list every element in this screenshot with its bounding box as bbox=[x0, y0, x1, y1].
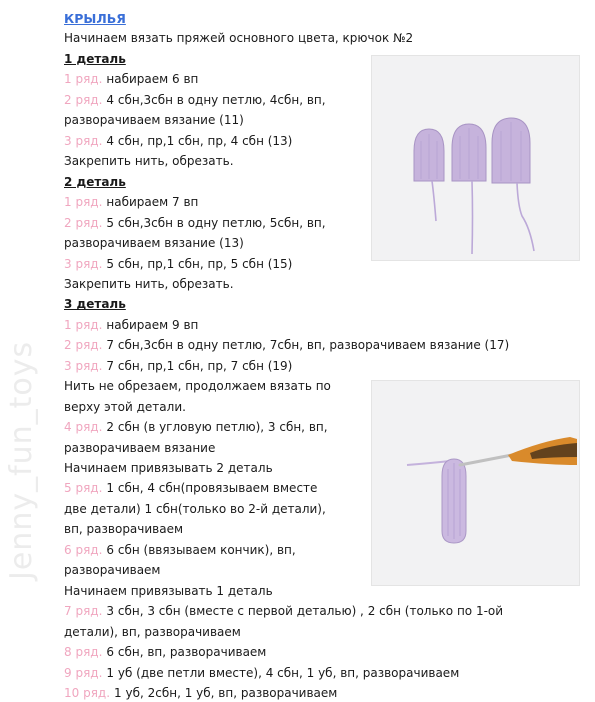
row-label: 2 ряд. bbox=[64, 338, 103, 353]
instruction-row bbox=[64, 337, 509, 354]
instruction-text: Закрепить нить, обрезать. bbox=[64, 276, 234, 291]
instruction-text: детали), вп, разворачиваем bbox=[64, 624, 241, 639]
row-label: 3 ряд. bbox=[64, 256, 103, 271]
row-text: 6 сбн (ввязываем кончик), вп, bbox=[106, 542, 296, 557]
instruction-text: разворачиваем вязание bbox=[64, 440, 216, 455]
instruction-row bbox=[64, 133, 292, 150]
row-text: 7 сбн,3сбн в одну петлю, 7сбн, вп, разворачиваем вязание (17) bbox=[106, 338, 510, 353]
instruction-row bbox=[64, 256, 292, 273]
section-heading: 2 деталь bbox=[64, 174, 126, 189]
row-label: 3 ряд. bbox=[64, 358, 103, 373]
section-heading: 1 деталь bbox=[64, 52, 126, 66]
row-label: 1 ряд. bbox=[64, 317, 103, 332]
row-text: 6 сбн, вп, разворачиваем bbox=[106, 645, 267, 660]
instruction-row bbox=[64, 603, 503, 620]
instruction-row bbox=[64, 358, 292, 375]
row-label: 10 ряд. bbox=[64, 685, 111, 700]
row-text: 3 сбн, 3 сбн (вместе с первой деталью) , 2 сбн (только по 1-ой bbox=[106, 604, 504, 619]
section-heading: 3 деталь bbox=[64, 297, 126, 312]
instruction-row bbox=[64, 71, 198, 88]
watermark: Jenny_fun_toys bbox=[4, 340, 39, 580]
row-label: 8 ряд. bbox=[64, 645, 103, 660]
intro-text: Начинаем вязать пряжей основного цвета, крючок №2 bbox=[64, 31, 414, 45]
instruction-text: две детали) 1 сбн(только во 2-й детали), bbox=[64, 501, 326, 516]
row-label: 1 ряд. bbox=[64, 195, 103, 210]
instruction-row bbox=[64, 317, 198, 334]
instruction-row bbox=[64, 419, 328, 436]
row-label: 4 ряд. bbox=[64, 420, 103, 435]
row-text: 4 сбн, пр,1 сбн, пр, 4 сбн (13) bbox=[106, 133, 293, 148]
row-text: 4 сбн,3сбн в одну петлю, 4сбн, вп, bbox=[106, 92, 326, 107]
row-label: 2 ряд. bbox=[64, 92, 103, 107]
instruction-row bbox=[64, 480, 317, 497]
photo-hook-knitting bbox=[371, 380, 580, 586]
row-text: 1 уб, 2сбн, 1 уб, вп, разворачиваем bbox=[114, 685, 338, 700]
instruction-row bbox=[64, 685, 337, 702]
instruction-row bbox=[64, 194, 198, 211]
row-label: 9 ряд. bbox=[64, 665, 103, 680]
instruction-row bbox=[64, 665, 459, 682]
instruction-text: вп, разворачиваем bbox=[64, 522, 184, 537]
instruction-row bbox=[64, 215, 326, 232]
row-text: набираем 9 вп bbox=[106, 317, 199, 332]
instruction-text: разворачиваем вязание (11) bbox=[64, 113, 244, 128]
instruction-row bbox=[64, 644, 266, 661]
row-text: 1 уб (две петли вместе), 4 сбн, 1 уб, вп, разворачиваем bbox=[106, 665, 460, 680]
instruction-row bbox=[64, 542, 296, 559]
row-text: 7 сбн, пр,1 сбн, пр, 7 сбн (19) bbox=[106, 358, 293, 373]
row-text: 1 сбн, 4 сбн(провязываем вместе bbox=[106, 481, 318, 496]
instruction-text: верху этой детали. bbox=[64, 399, 186, 414]
instruction-text: Нить не обрезаем, продолжаем вязать по bbox=[64, 379, 331, 394]
row-label: 3 ряд. bbox=[64, 133, 103, 148]
row-text: набираем 6 вп bbox=[106, 72, 199, 87]
instruction-text: разворачиваем вязание (13) bbox=[64, 236, 244, 251]
row-label: 5 ряд. bbox=[64, 481, 103, 496]
instruction-row bbox=[64, 92, 326, 109]
row-text: 5 сбн,3сбн в одну петлю, 5сбн, вп, bbox=[106, 215, 326, 230]
row-label: 6 ряд. bbox=[64, 542, 103, 557]
photo-wing-parts bbox=[371, 55, 580, 261]
instruction-text: Закрепить нить, обрезать. bbox=[64, 154, 234, 169]
instruction-text: Начинаем привязывать 1 деталь bbox=[64, 583, 273, 598]
row-text: 2 сбн (в угловую петлю), 3 сбн, вп, bbox=[106, 420, 328, 435]
page-title: КРЫЛЬЯ bbox=[64, 11, 126, 26]
row-text: набираем 7 вп bbox=[106, 195, 199, 210]
row-text: 5 сбн, пр,1 сбн, пр, 5 сбн (15) bbox=[106, 256, 293, 271]
instruction-text: разворачиваем bbox=[64, 563, 161, 578]
row-label: 1 ряд. bbox=[64, 72, 103, 87]
row-label: 7 ряд. bbox=[64, 604, 103, 619]
instruction-text: Начинаем привязывать 2 деталь bbox=[64, 461, 273, 475]
row-label: 2 ряд. bbox=[64, 215, 103, 230]
